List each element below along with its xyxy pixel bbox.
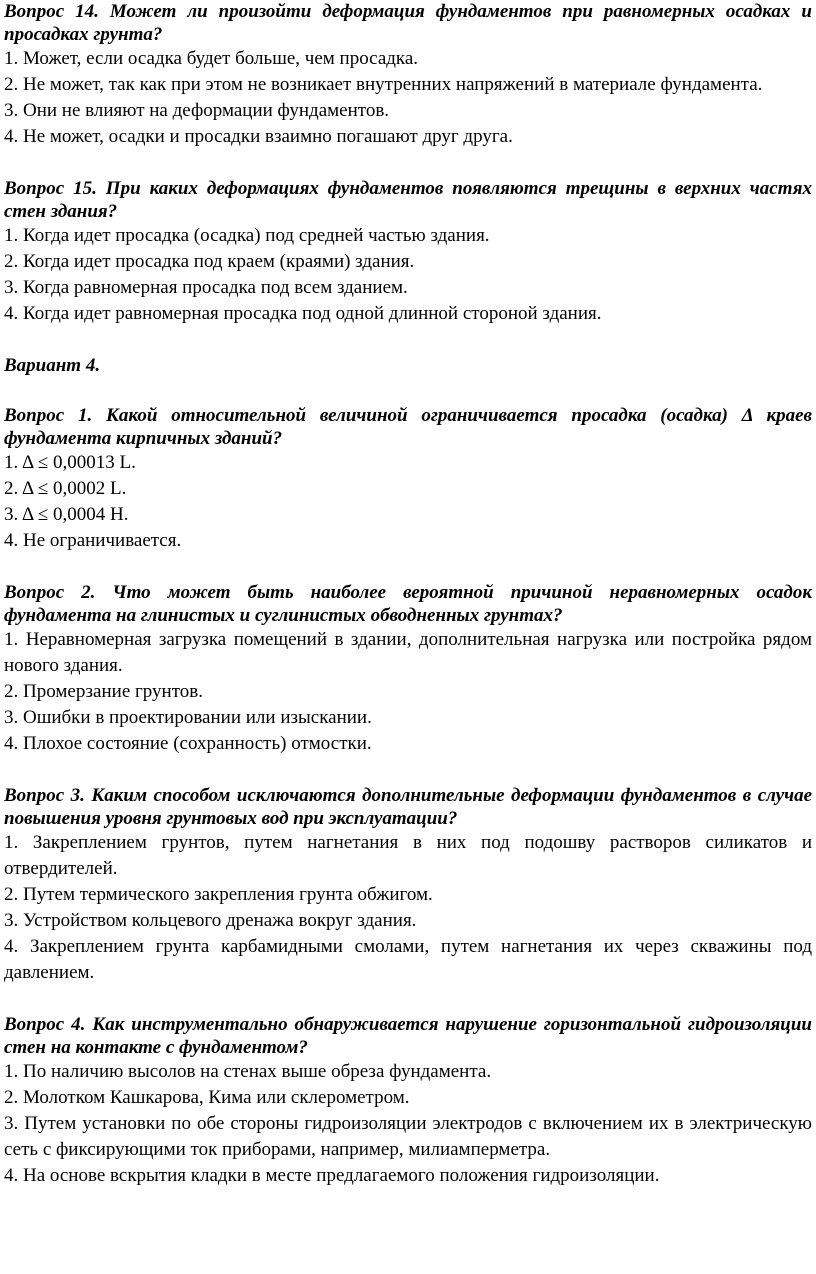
question-block-15 xyxy=(4,177,812,327)
question-title: Вопрос 14. Может ли произойти деформация фундаментов при равномерных осадках и просадках грунта? xyxy=(4,1,812,45)
answer-option: 2. Молотком Кашкарова, Кима или склерометром. xyxy=(4,1087,410,1108)
answer-option: 1. Когда идет просадка (осадка) под средней частью здания. xyxy=(4,225,490,246)
question-block-v4-3 xyxy=(4,784,812,986)
answer-option: 3. Путем установки по обе стороны гидроизоляции электродов с включением их в электрическую сеть с фиксирующими ток приборами, например, милиамперметра. xyxy=(4,1113,812,1160)
answer-option: 4. Не ограничивается. xyxy=(4,530,182,551)
answer-option: 1. Закреплением грунтов, путем нагнетания в них под подошву растворов силикатов и отвердителей. xyxy=(4,832,812,879)
answer-option: 1. Может, если осадка будет больше, чем просадка. xyxy=(4,48,419,69)
variant-heading: Вариант 4. xyxy=(4,355,101,376)
answer-option: 2. Путем термического закрепления грунта обжигом. xyxy=(4,884,433,905)
answer-option: 3. Когда равномерная просадка под всем зданием. xyxy=(4,277,408,298)
answer-option: 1. Неравномерная загрузка помещений в здании, дополнительная нагрузка или постройка рядом нового здания. xyxy=(4,629,812,676)
answer-option: 2. Промерзание грунтов. xyxy=(4,681,203,702)
question-title: Вопрос 15. При каких деформациях фундаментов появляются трещины в верхних частях стен здания? xyxy=(4,178,812,222)
question-block-v4-4 xyxy=(4,1013,812,1189)
question-title: Вопрос 3. Каким способом исключаются дополнительные деформации фундаментов в случае повышения уровня грунтовых вод при эксплуатации? xyxy=(4,785,812,829)
answer-option: 3. Устройством кольцевого дренажа вокруг здания. xyxy=(4,910,417,931)
answer-option: 2. Не может, так как при этом не возникает внутренних напряжений в материале фундамента. xyxy=(4,74,763,95)
answer-option: 4. Не может, осадки и просадки взаимно погашают друг друга. xyxy=(4,126,513,147)
answer-option: 2. Δ ≤ 0,0002 L. xyxy=(4,478,127,499)
question-block-14 xyxy=(4,0,812,150)
question-title: Вопрос 4. Как инструментально обнаруживается нарушение горизонтальной гидроизоляции стен на контакте с фундаментом? xyxy=(4,1014,812,1058)
question-block-v4-2 xyxy=(4,581,812,757)
answer-option: 4. На основе вскрытия кладки в месте предлагаемого положения гидроизоляции. xyxy=(4,1165,660,1186)
question-title: Вопрос 1. Какой относительной величиной ограничивается просадка (осадка) Δ краев фундамента кирпичных зданий? xyxy=(4,405,812,449)
question-title: Вопрос 2. Что может быть наиболее вероятной причиной неравномерных осадок фундамента на глинистых и суглинистых обводненных грунтах? xyxy=(4,582,812,626)
answer-option: 1. Δ ≤ 0,00013 L. xyxy=(4,452,136,473)
answer-option: 3. Δ ≤ 0,0004 H. xyxy=(4,504,129,525)
answer-option: 3. Ошибки в проектировании или изыскании. xyxy=(4,707,372,728)
answer-option: 3. Они не влияют на деформации фундаментов. xyxy=(4,100,390,121)
answer-option: 4. Плохое состояние (сохранность) отмостки. xyxy=(4,733,372,754)
question-block-v4-1 xyxy=(4,404,812,554)
answer-option: 4. Когда идет равномерная просадка под одной длинной стороной здания. xyxy=(4,303,602,324)
answer-option: 4. Закреплением грунта карбамидными смолами, путем нагнетания их через скважины под давлением. xyxy=(4,936,812,983)
answer-option: 1. По наличию высолов на стенах выше обреза фундамента. xyxy=(4,1061,492,1082)
document-page xyxy=(4,0,812,1189)
answer-option: 2. Когда идет просадка под краем (краями) здания. xyxy=(4,251,415,272)
